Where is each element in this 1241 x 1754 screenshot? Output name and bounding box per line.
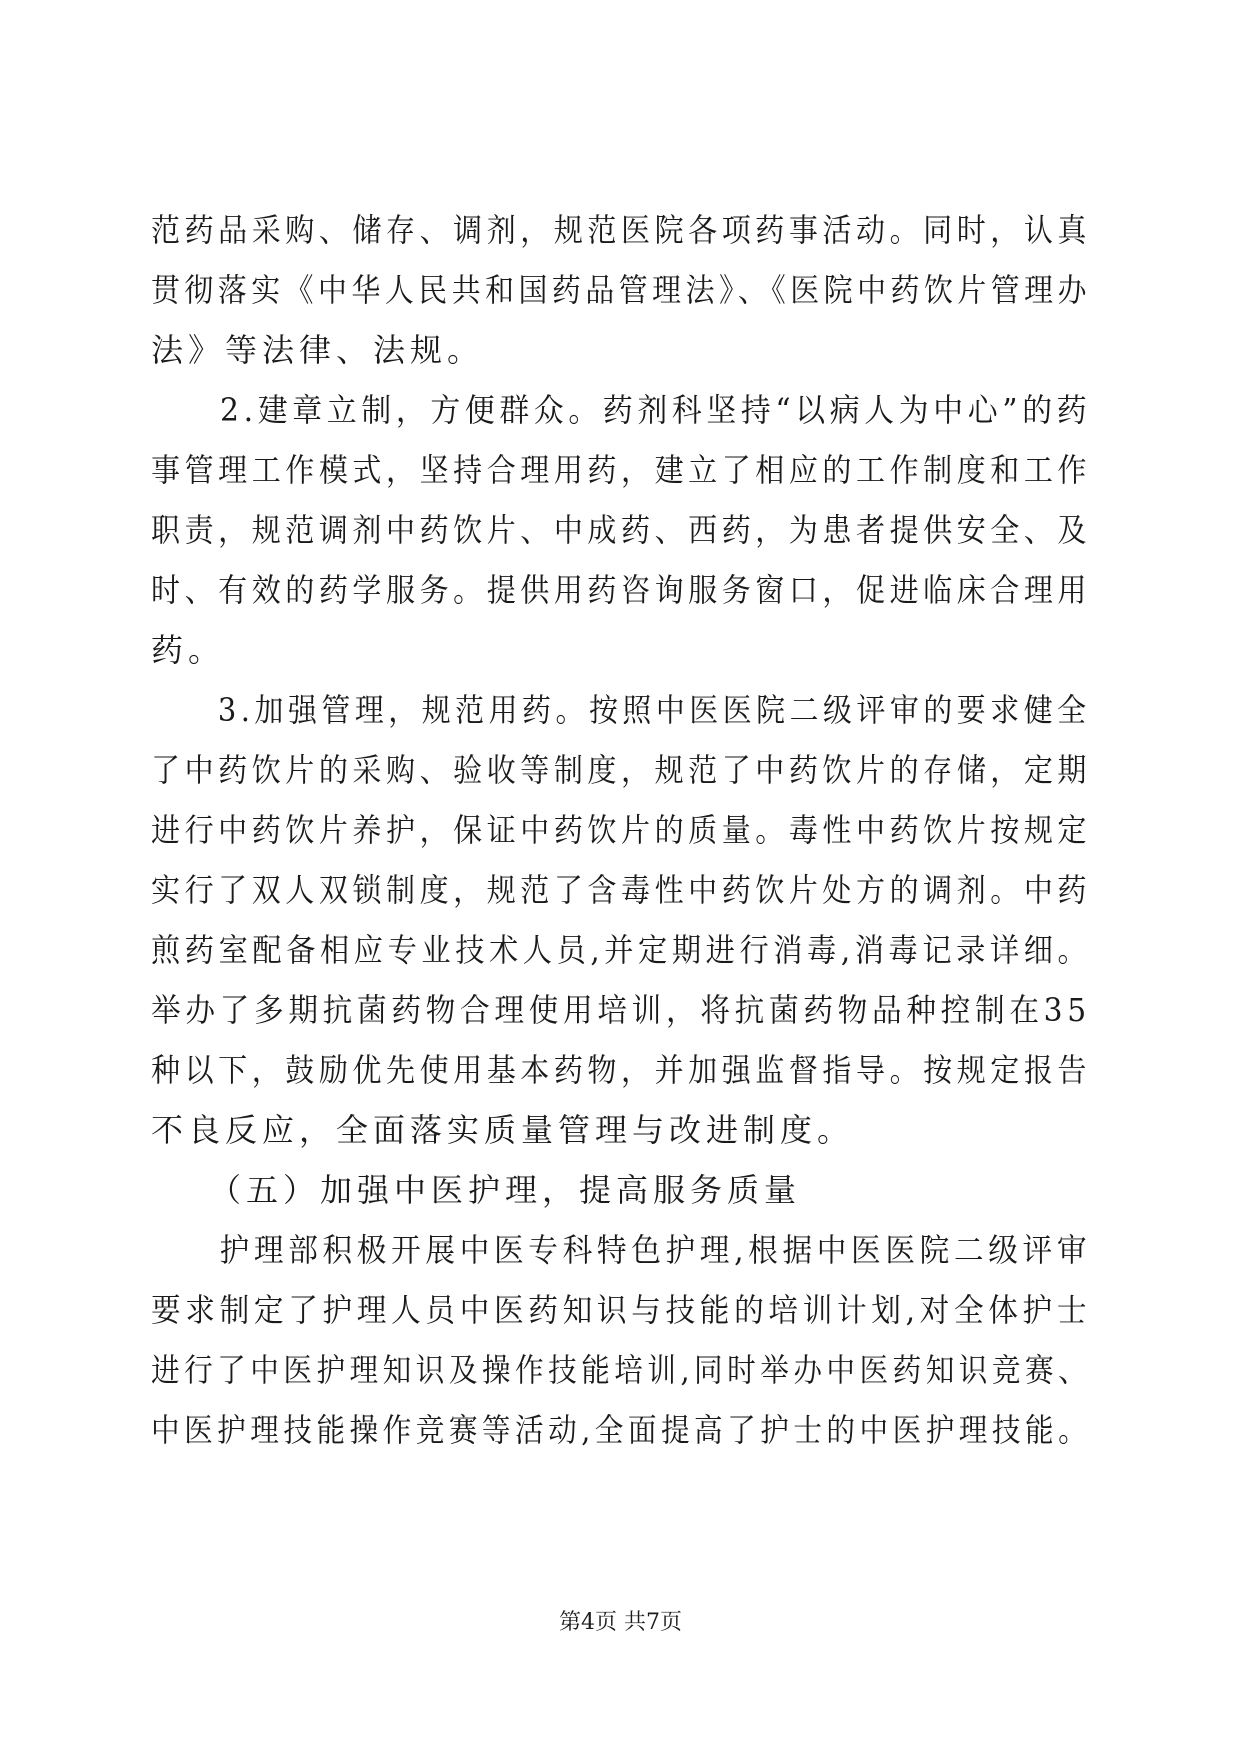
page-footer: 第4页 共7页 (559, 1610, 682, 1635)
text-line: 职责，规范调剂中药饮片、中成药、西药，为患者提供安全、及 (151, 511, 1092, 549)
text-line: 实行了双人双锁制度，规范了含毒性中药饮片处方的调剂。中药 (151, 871, 1092, 909)
text-line: 法》等法律、法规。 (151, 331, 485, 369)
text-line: 中医护理技能操作竞赛等活动,全面提高了护士的中医护理技能。 (151, 1411, 1092, 1449)
text-line: 药。 (151, 631, 226, 669)
text-line: 进行了中医护理知识及操作技能培训,同时举办中医药知识竞赛、 (151, 1351, 1092, 1389)
text-line: 不良反应，全面落实质量管理与改进制度。 (151, 1111, 855, 1149)
text-line: 种以下，鼓励优先使用基本药物，并加强监督指导。按规定报告 (151, 1051, 1092, 1089)
text-line: 举办了多期抗菌药物合理使用培训，将抗菌药物品种控制在35 (151, 991, 1091, 1029)
text-line: 了中药饮片的采购、验收等制度，规范了中药饮片的存储，定期 (151, 751, 1092, 789)
text-line: 事管理工作模式，坚持合理用药，建立了相应的工作制度和工作 (151, 451, 1092, 489)
text-line: 护理部积极开展中医专科特色护理,根据中医医院二级评审 (151, 1231, 1092, 1269)
text-line: 进行中药饮片养护，保证中药饮片的质量。毒性中药饮片按规定 (151, 811, 1092, 849)
text-line: 3.加强管理，规范用药。按照中医医院二级评审的要求健全 (151, 691, 1091, 729)
text-line: 要求制定了护理人员中医药知识与技能的培训计划,对全体护士 (151, 1291, 1092, 1329)
text-line: 煎药室配备相应专业技术人员,并定期进行消毒,消毒记录详细。 (151, 931, 1092, 969)
document-body (151, 200, 1091, 1460)
text-line: 范药品采购、储存、调剂，规范医院各项药事活动。同时，认真 (151, 211, 1092, 249)
text-line: 时、有效的药学服务。提供用药咨询服务窗口，促进临床合理用 (151, 571, 1092, 609)
text-line: 贯彻落实《中华人民共和国药品管理法》、《医院中药饮片管理办 (151, 271, 1092, 309)
text-line: 2.建章立制，方便群众。药剂科坚持“以病人为中心”的药 (151, 391, 1092, 429)
text-line: （五）加强中医护理，提高服务质量 (151, 1171, 802, 1209)
